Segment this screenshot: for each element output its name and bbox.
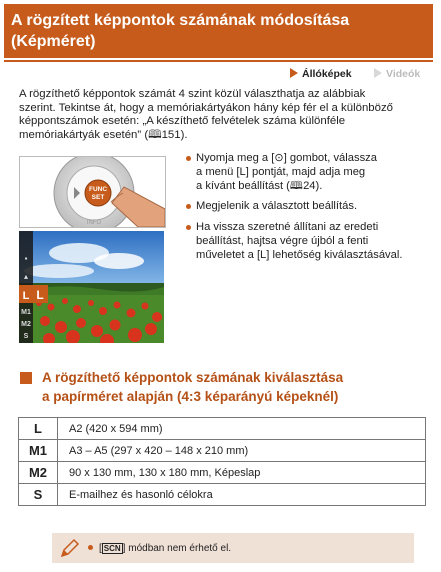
intro-line: memóriakártyák esetén” (🕮151). — [19, 128, 188, 141]
info-label: INFO — [86, 220, 102, 226]
scene-mode-icon: SCN — [103, 544, 121, 553]
page-title — [11, 10, 349, 52]
page-title-line2: (Képméret) — [11, 33, 96, 50]
size-code: L — [19, 418, 58, 440]
mode-tag-still — [290, 68, 352, 80]
instruction-bullets — [186, 152, 436, 270]
menu-item-m2: M2 — [21, 321, 31, 328]
bullet-icon — [186, 156, 191, 161]
menu-item-icon: ▴ — [23, 272, 29, 281]
page-title-line1: A rögzített képpontok számának módosítása — [11, 12, 350, 29]
bullet-line: a kívánt beállítást (🕮24). — [196, 179, 323, 192]
size-description: A3 – A5 (297 x 420 – 148 x 210 mm) — [58, 440, 426, 462]
camera-control-illustration — [19, 156, 166, 228]
set-label: SET — [91, 194, 105, 201]
section-marker-icon — [20, 372, 32, 384]
section-heading-line1: A rögzíthető képpontok számának kiválasztása — [42, 370, 344, 385]
mode-still-label: Állóképek — [302, 68, 352, 80]
play-arrow-icon — [374, 68, 382, 78]
bullet-line: Megjelenik a választott beállítás. — [196, 200, 358, 213]
func-label: FUNC — [88, 186, 108, 193]
pencil-icon — [58, 538, 80, 565]
intro-line: szerint. Tekintse át, hogy a memóriakártyákon hány kép fér el a különböző — [19, 101, 393, 114]
intro-paragraph — [19, 88, 429, 142]
bullet-item — [186, 152, 436, 193]
bullet-line: a menü [L] pontját, majd adja meg — [196, 165, 366, 178]
size-table — [18, 417, 426, 506]
size-code: M2 — [19, 462, 58, 484]
menu-item-s: S — [23, 333, 29, 340]
bullet-item — [186, 221, 436, 262]
section-heading-line2: a papírméret alapján (4:3 képarányú képeknél) — [42, 389, 339, 404]
bullet-icon — [88, 545, 93, 550]
mode-tag-video — [374, 68, 420, 80]
size-description: E-mailhez és hasonló célokra — [58, 484, 426, 506]
table-row — [19, 484, 426, 506]
mode-video-label: Videók — [386, 68, 421, 80]
bullet-item — [186, 200, 436, 214]
note-message: módban nem érhető el. — [128, 543, 232, 554]
size-code: M1 — [19, 440, 58, 462]
bullet-line: beállítást, hajtsa végre újból a fenti — [196, 234, 369, 247]
intro-line: A rögzíthető képpontok számát 4 szint közül választhatja az alábbiak — [19, 88, 366, 100]
bullet-line: Ha vissza szeretné állítani az eredeti — [196, 221, 379, 234]
bullet-line: műveletet a [L] lehetőség kiválasztásával. — [196, 248, 403, 261]
control-dial-icon — [20, 157, 165, 227]
table-row — [19, 418, 426, 440]
play-arrow-icon — [290, 68, 298, 78]
bullet-icon — [186, 204, 191, 209]
size-description: A2 (420 x 594 mm) — [58, 418, 426, 440]
selected-size-label: L — [36, 288, 44, 302]
size-code: S — [19, 484, 58, 506]
table-row — [19, 440, 426, 462]
camera-screen-image — [19, 231, 164, 343]
menu-item-l: L — [22, 290, 30, 302]
bullet-line: Nyomja meg a [⊙] gombot, válassza — [196, 152, 377, 164]
title-bar — [4, 4, 433, 58]
section-heading — [42, 368, 343, 406]
menu-item-icon: ▪ — [24, 254, 28, 263]
bullet-icon — [186, 225, 191, 230]
intro-line: képpontszámok esetén: „A készíthető felvételek száma különféle — [19, 115, 346, 128]
header-rule — [4, 60, 433, 62]
note-text: [ SCN ] módban nem érhető el. — [88, 543, 231, 554]
menu-item-m1: M1 — [21, 309, 31, 316]
size-description: 90 x 130 mm, 130 x 180 mm, Képeslap — [58, 462, 426, 484]
flower-field-photo — [19, 231, 164, 343]
table-row — [19, 462, 426, 484]
